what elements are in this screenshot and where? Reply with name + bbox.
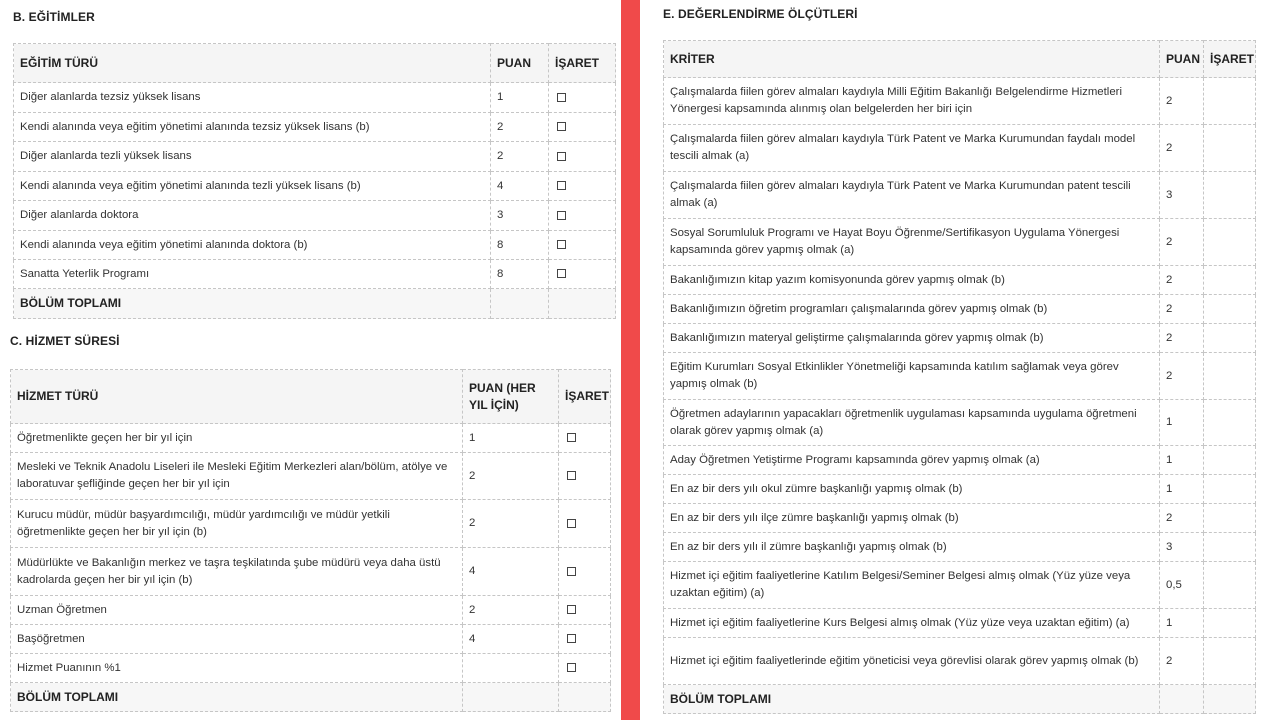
section-total-row xyxy=(664,685,1256,714)
row-points: 2 xyxy=(491,142,549,172)
row-label: Diğer alanlarda tezli yüksek lisans xyxy=(14,142,491,172)
criteria-points-header: PUAN xyxy=(1160,41,1204,78)
row-points: 2 xyxy=(1160,125,1204,172)
left-panel xyxy=(0,0,621,720)
section-total-label: BÖLÜM TOPLAMI xyxy=(14,289,491,319)
row-label: Diğer alanlarda tezsiz yüksek lisans xyxy=(14,83,491,113)
mark-checkbox[interactable] xyxy=(567,471,576,480)
row-mark-cell xyxy=(1204,446,1256,475)
row-mark-cell xyxy=(1204,638,1256,685)
row-mark-cell xyxy=(1204,219,1256,266)
row-mark-cell xyxy=(1204,533,1256,562)
row-label: Kendi alanında veya eğitim yönetimi alanında tezsiz yüksek lisans (b) xyxy=(14,113,491,142)
row-mark-cell[interactable] xyxy=(549,260,616,289)
section-total-row xyxy=(14,289,616,319)
row-label: Çalışmalarda fiilen görev almaları kaydıyla Türk Patent ve Marka Kurumundan faydalı model tescili almak (a) xyxy=(664,125,1160,172)
row-label: Öğretmenlikte geçen her bir yıl için xyxy=(11,424,463,453)
row-points: 2 xyxy=(1160,78,1204,125)
table-row xyxy=(14,83,616,113)
red-divider xyxy=(621,0,640,720)
mark-checkbox[interactable] xyxy=(567,433,576,442)
row-mark-cell xyxy=(1204,324,1256,353)
row-points: 4 xyxy=(463,625,559,654)
criteria-section-title: E. DEĞERLENDİRME ÖLÇÜTLERİ xyxy=(663,7,858,21)
row-mark-cell xyxy=(1204,353,1256,400)
table-row xyxy=(14,231,616,260)
education-header-row xyxy=(14,44,616,83)
table-row xyxy=(664,533,1256,562)
row-points: 0,5 xyxy=(1160,562,1204,609)
row-label: En az bir ders yılı okul zümre başkanlığı yapmış olmak (b) xyxy=(664,475,1160,504)
row-points: 4 xyxy=(491,172,549,201)
row-points: 1 xyxy=(1160,400,1204,446)
mark-checkbox[interactable] xyxy=(567,605,576,614)
mark-checkbox[interactable] xyxy=(557,93,566,102)
row-points: 2 xyxy=(463,453,559,500)
row-points: 3 xyxy=(1160,172,1204,219)
service-type-header: HİZMET TÜRÜ xyxy=(11,370,463,424)
row-mark-cell[interactable] xyxy=(559,424,611,453)
row-mark-cell xyxy=(1204,504,1256,533)
row-points: 2 xyxy=(1160,266,1204,295)
education-type-header: EĞİTİM TÜRÜ xyxy=(14,44,491,83)
service-table xyxy=(10,369,611,712)
row-label: Sosyal Sorumluluk Programı ve Hayat Boyu Öğrenme/Sertifikasyon Uygulama Yönergesi kapsamında görev yapmış olmak (a) xyxy=(664,219,1160,266)
row-label: Hizmet içi eğitim faaliyetlerine Kurs Belgesi almış olmak (Yüz yüze veya uzaktan eğitim) (a) xyxy=(664,609,1160,638)
section-total-mark xyxy=(559,683,611,712)
row-label: Diğer alanlarda doktora xyxy=(14,201,491,231)
row-points: 2 xyxy=(491,113,549,142)
row-points: 2 xyxy=(1160,353,1204,400)
table-row xyxy=(14,172,616,201)
table-row xyxy=(664,446,1256,475)
row-mark-cell[interactable] xyxy=(559,453,611,500)
row-mark-cell[interactable] xyxy=(559,654,611,683)
row-label: Hizmet içi eğitim faaliyetlerine Katılım Belgesi/Seminer Belgesi almış olmak (Yüz yüze veya uzaktan eğitim) (a) xyxy=(664,562,1160,609)
row-mark-cell[interactable] xyxy=(559,596,611,625)
row-mark-cell[interactable] xyxy=(559,548,611,596)
table-row xyxy=(664,400,1256,446)
service-mark-header: İŞARET xyxy=(559,370,611,424)
row-mark-cell xyxy=(1204,562,1256,609)
section-total-points xyxy=(491,289,549,319)
row-mark-cell xyxy=(1204,609,1256,638)
row-mark-cell[interactable] xyxy=(559,625,611,654)
service-header-row xyxy=(11,370,611,424)
mark-checkbox[interactable] xyxy=(557,152,566,161)
table-row xyxy=(664,609,1256,638)
row-points: 3 xyxy=(1160,533,1204,562)
table-row xyxy=(11,596,611,625)
row-points: 2 xyxy=(463,500,559,548)
section-total-label: BÖLÜM TOPLAMI xyxy=(664,685,1160,714)
mark-checkbox[interactable] xyxy=(567,567,576,576)
section-total-mark xyxy=(1204,685,1256,714)
row-label: Müdürlükte ve Bakanlığın merkez ve taşra teşkilatında şube müdürü veya daha üstü kadrolarda geçen her bir yıl için (b) xyxy=(11,548,463,596)
service-points-header: PUAN (HER YIL İÇİN) xyxy=(463,370,559,424)
mark-checkbox[interactable] xyxy=(557,122,566,131)
row-points: 8 xyxy=(491,231,549,260)
table-row xyxy=(664,266,1256,295)
table-row xyxy=(11,625,611,654)
right-panel xyxy=(640,0,1280,720)
row-mark-cell[interactable] xyxy=(549,113,616,142)
row-mark-cell[interactable] xyxy=(559,500,611,548)
table-row xyxy=(14,142,616,172)
table-row xyxy=(664,504,1256,533)
row-points: 4 xyxy=(463,548,559,596)
mark-checkbox[interactable] xyxy=(557,240,566,249)
row-points: 1 xyxy=(491,83,549,113)
row-label: Mesleki ve Teknik Anadolu Liseleri ile Mesleki Eğitim Merkezleri alan/bölüm, atölye ve laboratuvar şefliğinde geçen her bir yıl için xyxy=(11,453,463,500)
row-label: En az bir ders yılı il zümre başkanlığı yapmış olmak (b) xyxy=(664,533,1160,562)
row-mark-cell xyxy=(1204,125,1256,172)
table-row xyxy=(664,475,1256,504)
row-points: 2 xyxy=(463,596,559,625)
row-label: Öğretmen adaylarının yapacakları öğretmenlik uygulaması kapsamında uygulama öğretmeni olarak görev yapmış olmak (a) xyxy=(664,400,1160,446)
table-row xyxy=(11,424,611,453)
section-total-row xyxy=(11,683,611,712)
row-label: Kendi alanında veya eğitim yönetimi alanında doktora (b) xyxy=(14,231,491,260)
education-section-title: B. EĞİTİMLER xyxy=(13,10,95,24)
row-mark-cell xyxy=(1204,78,1256,125)
row-points: 2 xyxy=(1160,638,1204,685)
row-label: Çalışmalarda fiilen görev almaları kaydıyla Türk Patent ve Marka Kurumundan patent tescili almak (a) xyxy=(664,172,1160,219)
section-total-mark xyxy=(549,289,616,319)
row-mark-cell xyxy=(1204,172,1256,219)
row-label: Sanatta Yeterlik Programı xyxy=(14,260,491,289)
row-points: 1 xyxy=(1160,446,1204,475)
mark-checkbox[interactable] xyxy=(557,181,566,190)
mark-checkbox[interactable] xyxy=(567,663,576,672)
row-mark-cell xyxy=(1204,266,1256,295)
criteria-table xyxy=(663,40,1256,714)
mark-checkbox[interactable] xyxy=(557,211,566,220)
row-points: 2 xyxy=(1160,295,1204,324)
row-label: Bakanlığımızın öğretim programları çalışmalarında görev yapmış olmak (b) xyxy=(664,295,1160,324)
criteria-header-row xyxy=(664,41,1256,78)
table-row xyxy=(664,78,1256,125)
section-total-points xyxy=(463,683,559,712)
criteria-mark-header: İŞARET xyxy=(1204,41,1256,78)
table-row xyxy=(11,654,611,683)
row-label: Kurucu müdür, müdür başyardımcılığı, müdür yardımcılığı ve müdür yetkili öğretmenlikte geçen her bir yıl için (b) xyxy=(11,500,463,548)
row-label: En az bir ders yılı ilçe zümre başkanlığı yapmış olmak (b) xyxy=(664,504,1160,533)
education-table xyxy=(13,43,616,319)
row-label: Uzman Öğretmen xyxy=(11,596,463,625)
row-mark-cell xyxy=(1204,295,1256,324)
row-label: Hizmet Puanının %1 xyxy=(11,654,463,683)
education-mark-header: İŞARET xyxy=(549,44,616,83)
table-row xyxy=(14,201,616,231)
service-section-title: C. HİZMET SÜRESİ xyxy=(10,334,120,348)
row-mark-cell[interactable] xyxy=(549,142,616,172)
row-label: Başöğretmen xyxy=(11,625,463,654)
table-row xyxy=(664,172,1256,219)
table-row xyxy=(664,353,1256,400)
table-row xyxy=(664,324,1256,353)
table-row xyxy=(664,125,1256,172)
section-total-points xyxy=(1160,685,1204,714)
table-row xyxy=(664,295,1256,324)
row-points: 2 xyxy=(1160,324,1204,353)
table-row xyxy=(14,113,616,142)
table-row xyxy=(11,453,611,500)
table-row xyxy=(11,500,611,548)
row-points: 1 xyxy=(1160,609,1204,638)
row-label: Hizmet içi eğitim faaliyetlerinde eğitim yöneticisi veya görevlisi olarak görev yapmış olmak (b) xyxy=(664,638,1160,685)
table-row xyxy=(664,562,1256,609)
section-total-label: BÖLÜM TOPLAMI xyxy=(11,683,463,712)
mark-checkbox[interactable] xyxy=(567,634,576,643)
row-points xyxy=(463,654,559,683)
row-label: Aday Öğretmen Yetiştirme Programı kapsamında görev yapmış olmak (a) xyxy=(664,446,1160,475)
row-points: 8 xyxy=(491,260,549,289)
row-label: Eğitim Kurumları Sosyal Etkinlikler Yönetmeliği kapsamında katılım sağlamak veya görev yapmış olmak (b) xyxy=(664,353,1160,400)
row-label: Bakanlığımızın kitap yazım komisyonunda görev yapmış olmak (b) xyxy=(664,266,1160,295)
row-points: 1 xyxy=(1160,475,1204,504)
row-mark-cell[interactable] xyxy=(549,231,616,260)
mark-checkbox[interactable] xyxy=(567,519,576,528)
mark-checkbox[interactable] xyxy=(557,269,566,278)
table-row xyxy=(14,260,616,289)
education-points-header: PUAN xyxy=(491,44,549,83)
row-points: 1 xyxy=(463,424,559,453)
row-mark-cell xyxy=(1204,475,1256,504)
row-points: 2 xyxy=(1160,219,1204,266)
row-mark-cell[interactable] xyxy=(549,201,616,231)
table-row xyxy=(664,219,1256,266)
row-mark-cell xyxy=(1204,400,1256,446)
row-label: Bakanlığımızın materyal geliştirme çalışmalarında görev yapmış olmak (b) xyxy=(664,324,1160,353)
row-label: Kendi alanında veya eğitim yönetimi alanında tezli yüksek lisans (b) xyxy=(14,172,491,201)
criteria-type-header: KRİTER xyxy=(664,41,1160,78)
row-mark-cell[interactable] xyxy=(549,83,616,113)
row-points: 3 xyxy=(491,201,549,231)
table-row xyxy=(664,638,1256,685)
row-mark-cell[interactable] xyxy=(549,172,616,201)
table-row xyxy=(11,548,611,596)
row-points: 2 xyxy=(1160,504,1204,533)
row-label: Çalışmalarda fiilen görev almaları kaydıyla Milli Eğitim Bakanlığı Belgelendirme Hizmetleri Yönergesi kapsamında alınmış olan belgelerden her biri için xyxy=(664,78,1160,125)
